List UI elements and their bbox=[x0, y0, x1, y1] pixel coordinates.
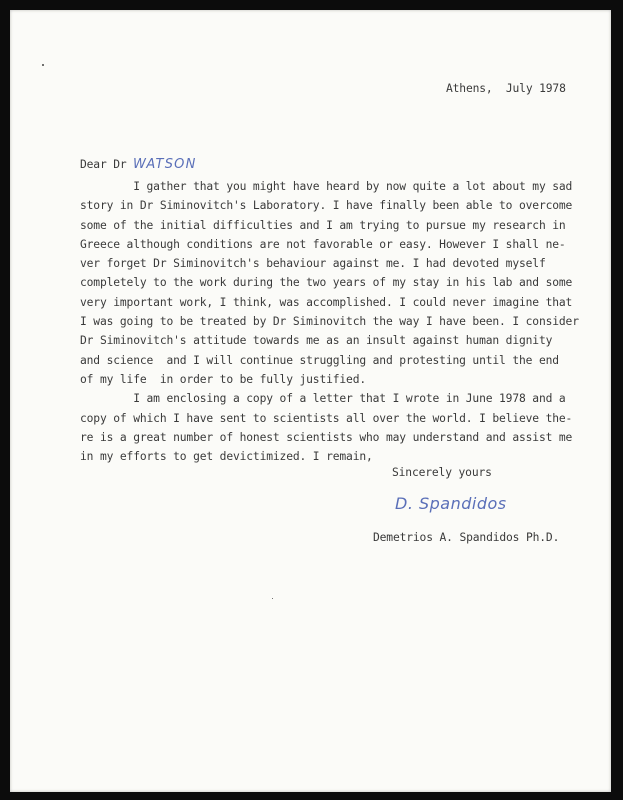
body-line: in my efforts to get devictimized. I remain, bbox=[80, 450, 373, 464]
body-line: completely to the work during the two years of my stay in his lab and some bbox=[80, 276, 573, 290]
body-line: re is a great number of honest scientists who may understand and assist me bbox=[80, 430, 573, 444]
body-line: Dr Siminovitch's attitude towards me as an insult against human dignity bbox=[80, 334, 553, 348]
signer-name: Demetrios A. Spandidos Ph.D. bbox=[373, 531, 560, 544]
body-line: I was going to be treated by Dr Siminovitch the way I have been. I consider bbox=[80, 315, 579, 329]
body-line: copy of which I have sent to scientists all over the world. I believe the- bbox=[80, 411, 573, 425]
letter-dateline: Athens, July 1978 bbox=[446, 82, 566, 95]
body-line: very important work, I think, was accomplished. I could never imagine that bbox=[80, 295, 573, 309]
body-line: and science and I will continue struggling and protesting until the end bbox=[80, 353, 559, 367]
letter-salutation: Dear Dr bbox=[80, 158, 127, 171]
letter-closing: Sincerely yours bbox=[392, 466, 492, 479]
body-line: of my life in order to be fully justified. bbox=[80, 372, 367, 386]
body-line: I am enclosing a copy of a letter that I wrote in June 1978 and a bbox=[80, 392, 566, 406]
handwritten-signature: D. Spandidos bbox=[395, 494, 507, 513]
paper-speck bbox=[42, 64, 44, 66]
body-line: some of the initial difficulties and I am trying to pursue my research in bbox=[80, 218, 566, 232]
body-line: Greece although conditions are not favorable or easy. However I shall ne- bbox=[80, 237, 566, 251]
body-line: I gather that you might have heard by now quite a lot about my sad bbox=[80, 180, 573, 193]
letter-body bbox=[80, 180, 579, 469]
letter-page bbox=[10, 10, 611, 792]
handwritten-addressee: WATSON bbox=[133, 157, 197, 172]
body-line: story in Dr Siminovitch's Laboratory. I have finally been able to overcome bbox=[80, 199, 573, 213]
body-line: ver forget Dr Siminovitch's behaviour against me. I had devoted myself bbox=[80, 257, 546, 271]
paper-speck bbox=[272, 598, 273, 599]
